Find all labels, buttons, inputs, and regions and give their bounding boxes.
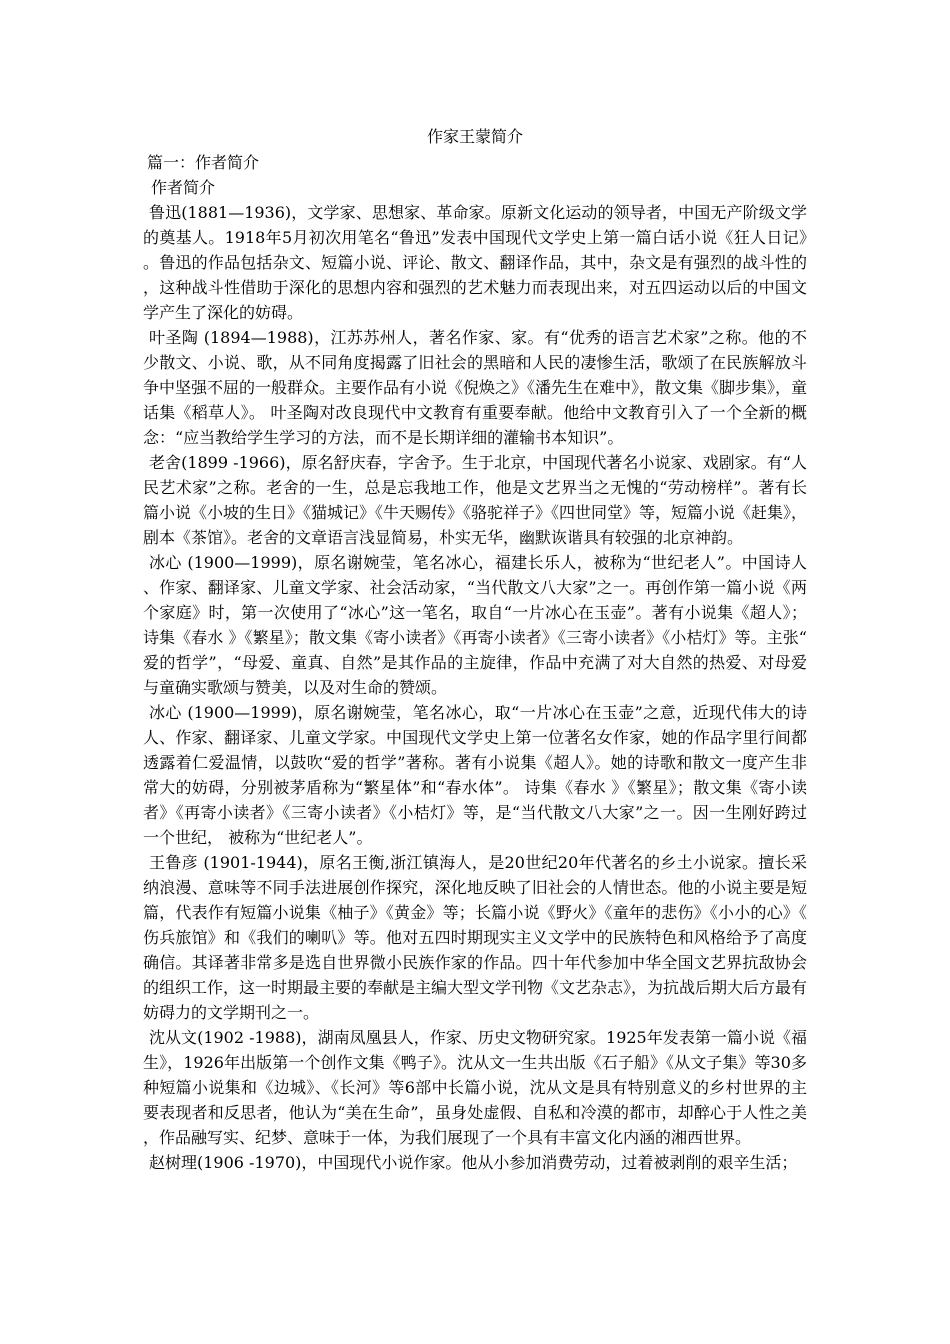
subheading: 作者简介 (151, 178, 216, 197)
paragraph-shen-congwen: 沈从文(1902 -1988)，湖南凤凰县人，作家、历史文物研究家。1925年发表第一篇小说《福生》，1926年出版第一个创作文集《鸭子》。沈从文一生共出版《石子船》《从文子集》等30多种短篇小说集和《边城》、《长河》等6部中长篇小说，沈从文是具有特别意义的乡村世界的主要表现者和反思者，他认为“美在生命”，虽身处虚假、自私和冷漠的都市，却醉心于人性之美，作品融写实、纪梦、意味于一体，为我们展现了一个具有丰富文化内涵的湘西世界。 (143, 1028, 807, 1147)
paragraph-wang-luyan: 王鲁彦 (1901-1944)，原名王衡,浙江镇海人，是20世纪20年代著名的乡土小说家。擅长采纳浪漫、意味等不同手法进展创作探究，深化地反映了旧社会的人情世态。他的小说主要是短篇，代表作有短篇小说集《柚子》《黄金》等；长篇小说《野火》《童年的悲伤》《小小的心》《伤兵旅馆》和《我们的喇叭》等。他对五四时期现实主义文学中的民族特色和风格给予了高度确信。其译著非常多是选自世界微小民族作家的作品。四十年代参加中华全国文艺界抗敌协会的组织工作，这一时期最主要的奉献是主编大型文学刊物《文艺杂志》，为抗战后期大后方最有妨碍力的文学期刊之一。 (143, 853, 808, 1022)
paragraph-ye-shengtao: 叶圣陶 (1894—1988)，江苏苏州人，著名作家、家。有“优秀的语言艺术家”之称。他的不少散文、小说、歌，从不同角度揭露了旧社会的黑暗和人民的凄惨生活，歌颂了在民族解放斗争中坚强不屈的一般群众。主要作品有小说《倪焕之》《潘先生在难中》，散文集《脚步集》，童话集《稻草人》。 叶圣陶对改良现代中文教育有重要奉献。他给中文教育引入了一个全新的概念：“应当教给学生学习的方法，而不是长期详细的灌输书本知识”。 (143, 328, 808, 447)
paragraph-bing-xin-1: 冰心 (1900—1999)，原名谢婉莹，笔名冰心，福建长乐人，被称为“世纪老人”。中国诗人、作家、翻译家、儿童文学家、社会活动家，“当代散文八大家”之一。再创作第一篇小说《两个家庭》时，第一次使用了“冰心”这一笔名，取自“一片冰心在玉壶”。著有小说集《超人》；诗集《春水 》《繁星》；散文集《寄小读者》《再寄小读者》《三寄小读者》《小桔灯》等。主张“爱的哲学”，“母爱、童真、自然”是其作品的主旋律，作品中充满了对大自然的热爱、对母爱与童确实歌颂与赞美，以及对生命的赞颂。 (143, 553, 807, 697)
paragraph-bing-xin-2: 冰心 (1900—1999)，原名谢婉莹，笔名冰心，取“一片冰心在玉壶”之意，近现代伟大的诗人、作家、翻译家、儿童文学家。中国现代文学史上第一位著名女作家，她的作品字里行间都透露着仁爱温情，以鼓吹“爱的哲学”著称。著有小说集《超人》。她的诗歌和散文一度产生非常大的妨碍，分别被茅盾称为“繁星体”和“春水体”。 诗集《春水 》《繁星》；散文集《寄小读者》《再寄小读者》《三寄小读者》《小桔灯》等，是“当代散文八大家”之一。因一生刚好跨过一个世纪， 被称为“世纪老人”。 (143, 703, 807, 847)
section-heading: 篇一：作者简介 (147, 153, 260, 172)
paragraph-zhao-shuli: 赵树理(1906 -1970)，中国现代小说作家。他从小参加消费劳动，过着被剥削的艰辛生活； (149, 1153, 798, 1172)
paragraph-lao-she: 老舍(1899 -1966)，原名舒庆春，字舍予。生于北京，中国现代著名小说家、戏剧家。有“人民艺术家”之称。老舍的一生，总是忘我地工作，他是文艺界当之无愧的“劳动榜样”。著有长篇小说《小坡的生日》《猫城记》《牛天赐传》《骆驼祥子》《四世同堂》等，短篇小说《赶集》，剧本《茶馆》。老舍的文章语言浅显简易，朴实无华，幽默诙谐具有较强的北京神韵。 (143, 453, 808, 547)
document-title: 作家王蒙简介 (426, 127, 523, 146)
paragraph-lu-xun: 鲁迅(1881—1936)，文学家、思想家、革命家。原新文化运动的领导者，中国无产阶级文学的奠基人。1918年5月初次用笔名“鲁迅”发表中国现代文学史上第一篇白话小说《狂人日记》。鲁迅的作品包括杂文、短篇小说、评论、散文、翻译作品，其中，杂文是有强烈的战斗性的，这种战斗性借助于深化的思想内容和强烈的艺术魅力而表现出来，对五四运动以后的中国文学产生了深化的妨碍。 (143, 203, 807, 322)
document-body (143, 150, 807, 1175)
